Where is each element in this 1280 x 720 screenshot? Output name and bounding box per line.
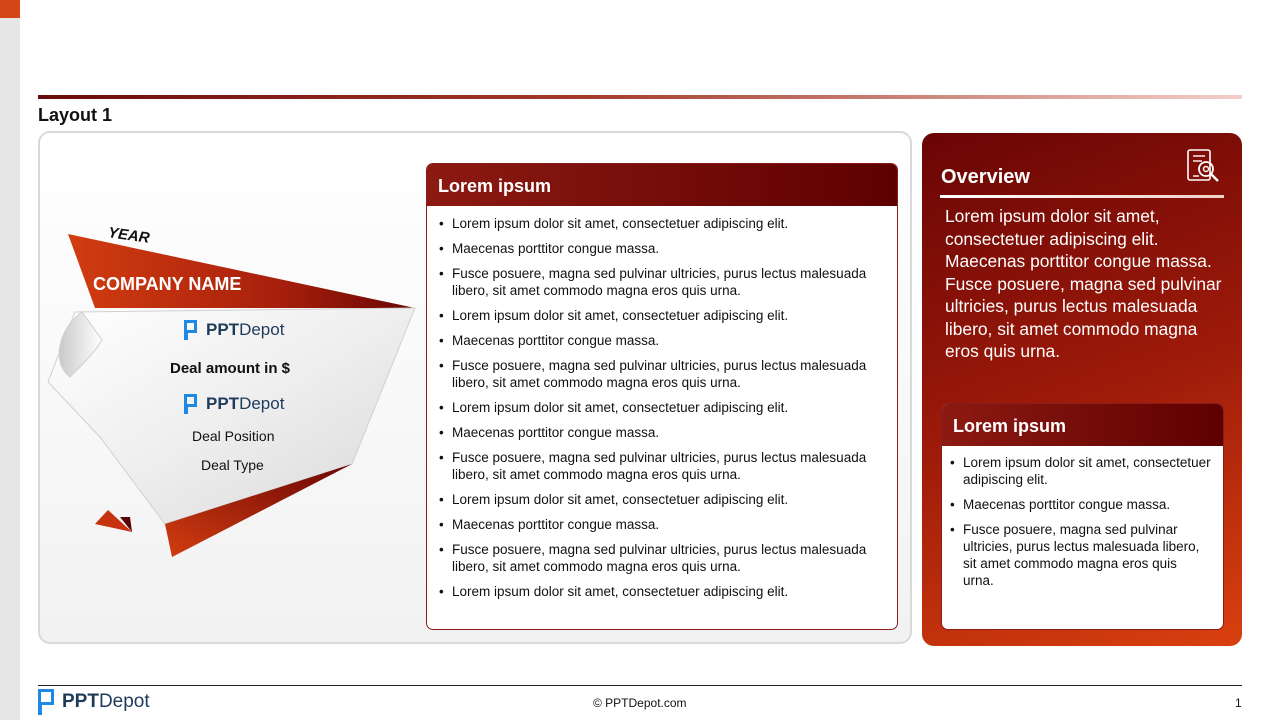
list-item: • Lorem ipsum dolor sit amet, consectetuer adipiscing elit. <box>452 583 879 600</box>
page-number: 1 <box>1235 696 1242 710</box>
pptdepot-logo-icon <box>38 689 56 715</box>
deal-amount-label: Deal amount in $ <box>170 360 291 377</box>
middle-card <box>426 163 898 630</box>
logo-rest-text: Depot <box>239 320 285 339</box>
list-item: • Lorem ipsum dolor sit amet, consectetuer adipiscing elit. <box>452 491 879 508</box>
company-name: COMPANY NAME <box>93 274 242 294</box>
logo-rest-text: Depot <box>239 394 285 413</box>
left-strip <box>0 0 20 720</box>
list-item: • Maecenas porttitor congue massa. <box>452 240 879 257</box>
overview-rule <box>940 195 1224 198</box>
pptdepot-logo-icon <box>184 320 200 340</box>
right-card-title: Lorem ipsum <box>942 404 1223 446</box>
footer-logo-rest: Depot <box>98 691 150 712</box>
document-search-icon <box>1185 148 1221 188</box>
list-item: • Fusce posuere, magna sed pulvinar ultricies, purus lectus malesuada libero, sit amet commodo magna eros quis urna. <box>452 541 879 575</box>
year-label: YEAR <box>107 224 151 247</box>
overview-title: Overview <box>941 166 1030 188</box>
title-rule <box>38 95 1242 99</box>
list-item: • Fusce posuere, magna sed pulvinar ultricies, purus lectus malesuada libero, sit amet commodo magna eros quis urna. <box>452 265 879 299</box>
right-card <box>941 403 1224 630</box>
deal-type-label: Deal Type <box>201 457 264 473</box>
list-item: • Lorem ipsum dolor sit amet, consectetuer adipiscing elit. <box>963 454 1211 488</box>
corner-accent <box>0 0 20 18</box>
overview-text: Lorem ipsum dolor sit amet, consectetuer adipiscing elit. Maecenas porttitor congue massa. Fusce posuere, magna sed pulvinar ultricies, purus lectus malesuada libero, sit amet commodo magna eros quis urna. <box>945 206 1222 361</box>
list-item: • Fusce posuere, magna sed pulvinar ultricies, purus lectus malesuada libero, sit amet commodo magna eros quis urna. <box>452 449 879 483</box>
list-item: • Fusce posuere, magna sed pulvinar ultricies, purus lectus malesuada libero, sit amet commodo magna eros quis urna. <box>452 357 879 391</box>
footer-rule <box>38 685 1242 686</box>
footer-logo-bold: PPT <box>62 691 99 712</box>
list-item: • Maecenas porttitor congue massa. <box>452 332 879 349</box>
list-item: • Maecenas porttitor congue massa. <box>452 516 879 533</box>
logo-bold-text: PPT <box>206 394 240 413</box>
list-item: • Lorem ipsum dolor sit amet, consectetuer adipiscing elit. <box>452 215 879 232</box>
footer-logo <box>38 689 150 715</box>
list-item: • Lorem ipsum dolor sit amet, consectetuer adipiscing elit. <box>452 399 879 416</box>
brand-logo-2 <box>184 394 284 414</box>
copyright-text: © PPTDepot.com <box>593 696 687 710</box>
deal-position-label: Deal Position <box>192 428 275 444</box>
company-graphic <box>40 212 420 562</box>
folded-paper-shape <box>40 212 420 562</box>
middle-card-list <box>427 206 897 600</box>
page-title: Layout 1 <box>38 105 113 125</box>
list-item: • Lorem ipsum dolor sit amet, consectetuer adipiscing elit. <box>452 307 879 324</box>
brand-logo-1 <box>184 320 284 340</box>
middle-card-title: Lorem ipsum <box>427 164 897 206</box>
right-card-list <box>942 446 1223 589</box>
list-item: • Maecenas porttitor congue massa. <box>963 496 1211 513</box>
list-item: • Fusce posuere, magna sed pulvinar ultricies, purus lectus malesuada libero, sit amet commodo magna eros quis urna. <box>963 521 1211 589</box>
pptdepot-logo-icon <box>184 394 200 414</box>
list-item: • Maecenas porttitor congue massa. <box>452 424 879 441</box>
logo-bold-text: PPT <box>206 320 240 339</box>
